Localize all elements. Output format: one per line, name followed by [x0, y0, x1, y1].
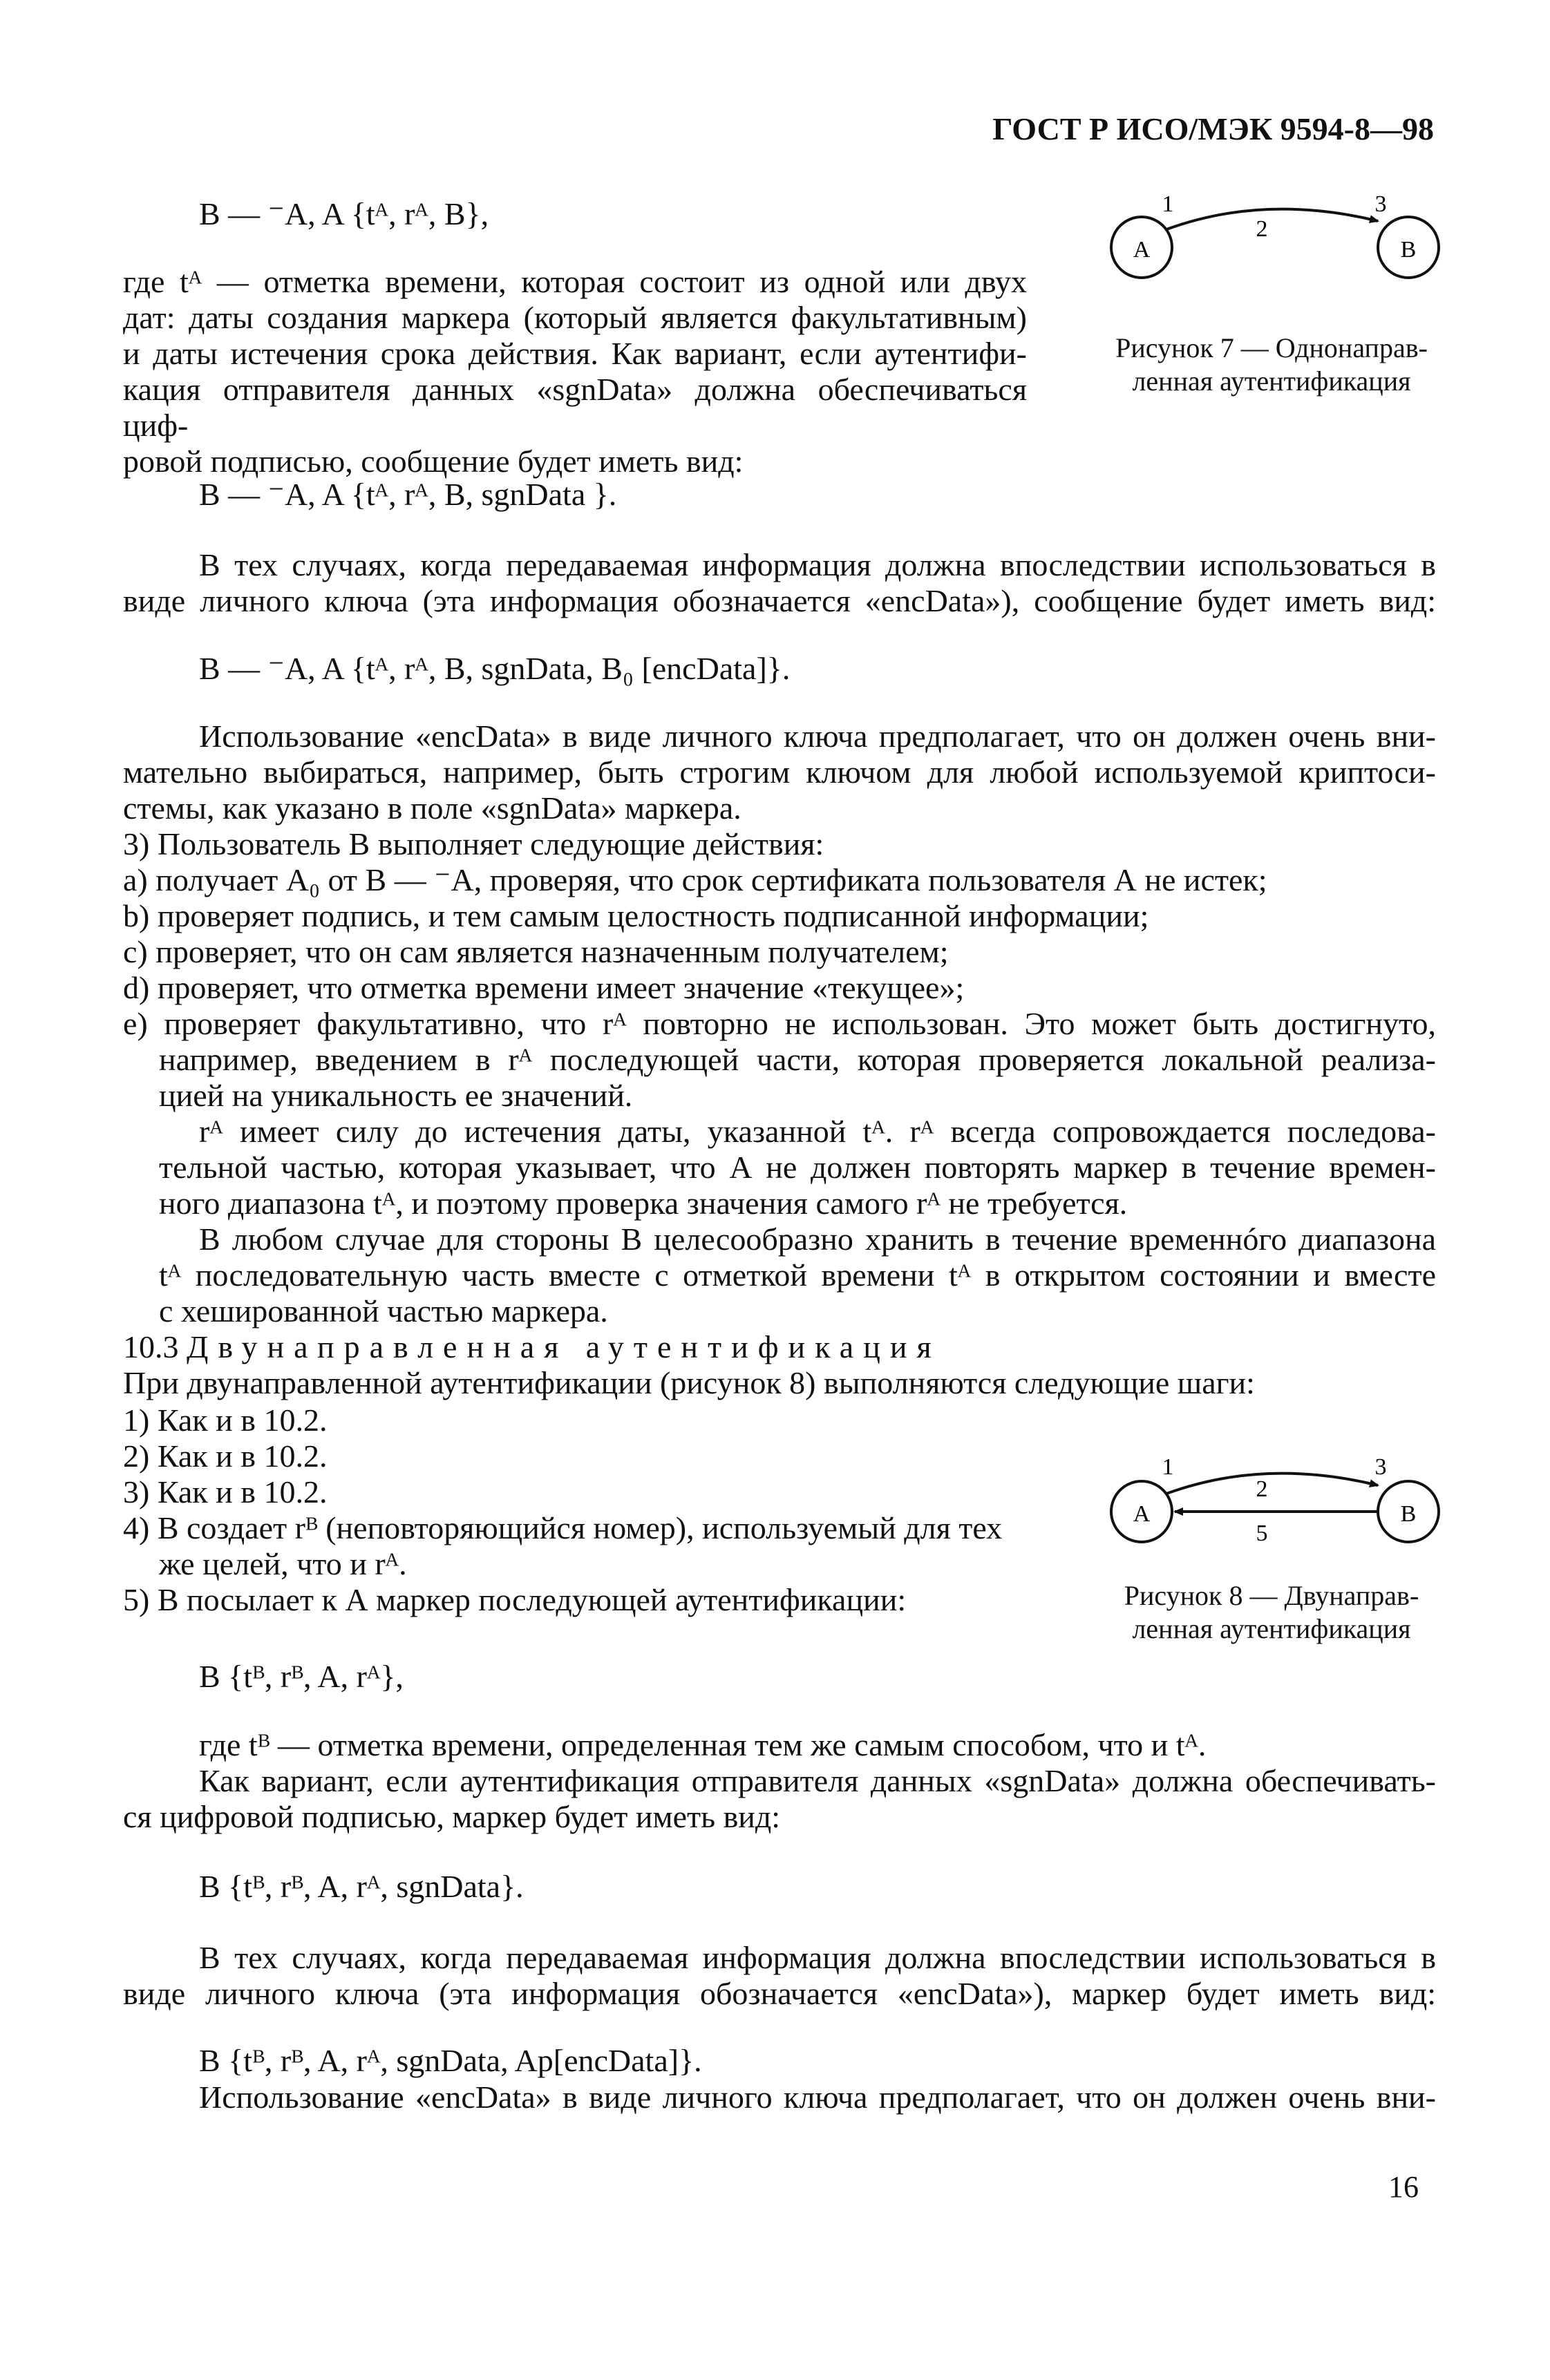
figure-8-caption: [1078, 1579, 1465, 1646]
para1-line-2: дат: даты создания маркера (который является факультативным): [123, 300, 1027, 335]
para6-line-2: виде личного ключа (эта информация обозначается «encData»), маркер будет иметь вид:: [123, 1976, 1436, 2011]
steps-two-way: [123, 1402, 1042, 1618]
step-label-1: 1: [1162, 191, 1174, 217]
node-b-label: B: [1400, 237, 1417, 263]
note-ra-line-2: тельной частью, которая указывает, что А не должен повторять маркер в течение времен-: [159, 1150, 1436, 1185]
note-ra-line-3: ного диапазона tᴬ, и поэтому проверка значения самого rᴬ не требуется.: [159, 1186, 1128, 1221]
step-b-a: а) получает A₀ от B — ⁻A, проверяя, что срок сертификата пользователя А не истек;: [123, 862, 1267, 897]
steps-user-b: [123, 826, 1436, 1329]
paragraph-5: [123, 1763, 1436, 1835]
step-2way-3: 3) Как и в 10.2.: [123, 1474, 328, 1510]
paragraph-4: где tᴮ — отметка времени, определенная тем же самым способом, что и tᴬ.: [199, 1727, 1207, 1762]
step-b-e-line-2: например, введением в rᴬ последующей части, которая проверяется локальной реализа-: [159, 1042, 1436, 1077]
para6-line-1: В тех случаях, когда передаваемая информация должна впоследствии использоваться в: [199, 1940, 1436, 1975]
para3-line-3: стемы, как указано в поле «sgnData» маркера.: [123, 790, 741, 826]
step-label-1: 1: [1162, 1454, 1174, 1480]
step-b-3: 3) Пользователь В выполняет следующие действия:: [123, 826, 824, 861]
step-b-e-line-1: е) проверяет факультативно, что rᴬ повторно не использован. Это может быть достигнуто,: [123, 1006, 1436, 1041]
note-keep-line-1: В любом случае для стороны В целесообразно хранить в течение временнóго диапазона: [199, 1221, 1436, 1257]
step-b-d: d) проверяет, что отметка времени имеет значение «текущее»;: [123, 970, 965, 1005]
step-label-3: 3: [1374, 1454, 1387, 1480]
step-2way-4-line-1: 4) В создает rᴮ (неповторяющийся номер), используемый для тех: [123, 1510, 1003, 1545]
figure-7-caption-line-2: ленная аутентификация: [1132, 365, 1411, 397]
para3-line-1: Использование «encData» в виде личного ключа предполагает, что он должен очень вни-: [199, 718, 1436, 754]
note-ra-line-1: rᴬ имеет силу до истечения даты, указанной tᴬ. rᴬ всегда сопровождается последова-: [199, 1114, 1436, 1149]
step-b-c: с) проверяет, что он сам является назначенным получателем;: [123, 934, 949, 969]
paragraph-3: [123, 718, 1436, 826]
formula-3: B — ⁻A, A {tᴬ, rᴬ, B, sgnData, B₀ [encData]}.: [199, 651, 791, 686]
figure-8-caption-line-2: ленная аутентификация: [1132, 1613, 1411, 1644]
step-b-e-line-3: цией на уникальность ее значений.: [159, 1078, 633, 1113]
section-title: Двунаправленная аутентификация: [187, 1329, 941, 1364]
paragraph-6: [123, 1940, 1436, 2012]
para2-line-2: виде личного ключа (эта информация обозначается «encData»), сообщение будет иметь вид:: [123, 583, 1436, 618]
step-label-2: 2: [1256, 1476, 1268, 1502]
para2-line-1: В тех случаях, когда передаваемая информация должна впоследствии использоваться в: [199, 547, 1436, 582]
formula-1: B — ⁻A, A {tᴬ, rᴬ, B},: [199, 196, 489, 231]
section-intro: При двунаправленной аутентификации (рисунок 8) выполняются следующие шаги:: [123, 1365, 1255, 1400]
paragraph-2: [123, 547, 1436, 619]
para5-line-1: Как вариант, если аутентификация отправителя данных «sgnData» должна обеспечивать-: [199, 1763, 1436, 1798]
note-keep-line-2: tᴬ последовательную часть вместе с отметкой времени tᴬ в открытом состоянии и вместе: [159, 1257, 1436, 1293]
step-2way-4-line-2: же целей, что и rᴬ.: [159, 1546, 407, 1581]
figure-7-caption: [1078, 332, 1465, 398]
step-2way-5: 5) В посылает к А маркер последующей аутентификации:: [123, 1582, 907, 1617]
formula-4: B {tᴮ, rᴮ, A, rᴬ},: [199, 1659, 404, 1694]
formula-2: B — ⁻A, A {tᴬ, rᴬ, B, sgnData }.: [199, 477, 617, 512]
para1-line-5: ровой подписью, сообщение будет иметь вид:: [123, 444, 744, 479]
document-header: ГОСТ Р ИСО/МЭК 9594-8—98: [992, 111, 1434, 146]
figure-8-caption-line-1: Рисунок 8 — Двунаправ-: [1124, 1580, 1419, 1611]
step-label-5: 5: [1256, 1521, 1268, 1546]
para1-line-4: кация отправителя данных «sgnData» должна обеспечиваться циф-: [123, 372, 1027, 443]
note-keep-line-3: с хешированной частью маркера.: [159, 1293, 608, 1329]
paragraph-1: [123, 264, 1027, 479]
node-a-label: A: [1133, 237, 1151, 263]
para3-line-2: мательно выбираться, например, быть строгим ключом для любой используемой криптоси-: [123, 754, 1436, 790]
node-b-label: B: [1400, 1501, 1417, 1527]
formula-5: B {tᴮ, rᴮ, A, rᴬ, sgnData}.: [199, 1869, 524, 1904]
step-2way-1: 1) Как и в 10.2.: [123, 1402, 328, 1438]
figure-7-diagram: [1099, 187, 1451, 297]
section-number: 10.3: [123, 1329, 179, 1364]
arrow-a-to-b: [1166, 209, 1378, 229]
page-number: 16: [1388, 2170, 1419, 2204]
para5-line-2: ся цифровой подписью, маркер будет иметь вид:: [123, 1799, 781, 1834]
section-heading: [123, 1329, 941, 1365]
figure-8-diagram: [1099, 1444, 1451, 1561]
arrow-a-to-b: [1166, 1474, 1378, 1494]
step-label-2: 2: [1256, 216, 1268, 242]
para7-line-1: Использование «encData» в виде личного ключа предполагает, что он должен очень вни-: [199, 2079, 1436, 2115]
formula-6: B {tᴮ, rᴮ, A, rᴬ, sgnData, Ap[encData]}.: [199, 2043, 702, 2078]
step-b-b: b) проверяет подпись, и тем самым целостность подписанной информации;: [123, 898, 1149, 933]
step-label-3: 3: [1374, 191, 1387, 217]
step-2way-2: 2) Как и в 10.2.: [123, 1438, 328, 1474]
para1-line-1: где tᴬ — отметка времени, которая состоит из одной или двух: [123, 264, 1027, 299]
para1-line-3: и даты истечения срока действия. Как вариант, если аутентифи-: [123, 336, 1027, 371]
node-a-label: A: [1133, 1501, 1151, 1527]
figure-7-caption-line-1: Рисунок 7 — Однонаправ-: [1115, 332, 1428, 363]
paragraph-7: [123, 2079, 1436, 2115]
